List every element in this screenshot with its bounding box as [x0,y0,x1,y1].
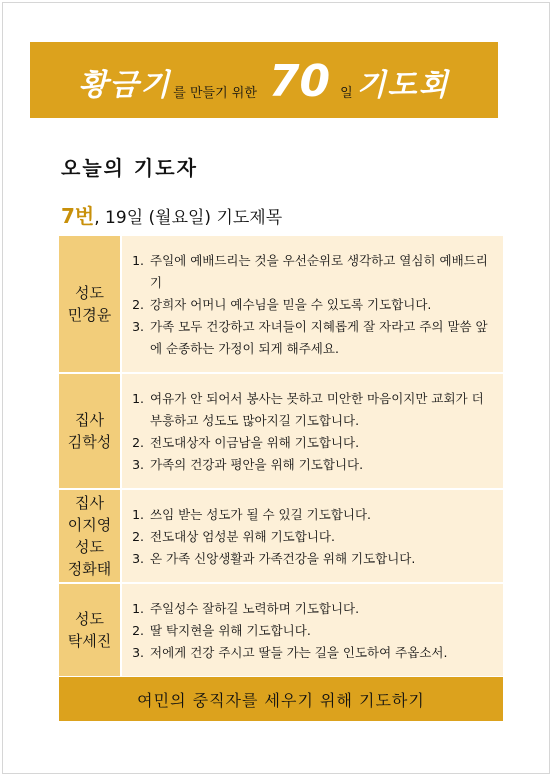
prayer-item: 2. 전도대상 엄성분 위해 기도합니다. [148,526,493,548]
prayer-name-line: 김학성 [67,433,112,451]
prayer-item: 3. 가족의 건강과 평안을 위해 기도합니다. [148,454,493,476]
footer-banner [59,677,503,721]
prayer-table [59,236,503,676]
prayer-item: 1. 여유가 안 되어서 봉사는 못하고 미안한 마음이지만 교회가 더 부흥하고 성도도 많아지길 기도합니다. [148,388,493,432]
banner-title-part2: 를 만들기 위한 [173,86,257,101]
prayer-number: 7번 [61,204,95,228]
prayer-item-list [132,504,493,570]
prayer-item: 1. 주일성수 잘하길 노력하며 기도합니다. [148,598,493,620]
prayer-row [59,372,503,488]
banner-number: 70 [268,56,331,107]
prayer-row [59,236,503,372]
prayer-item-list [132,250,493,360]
prayer-name-cell [59,236,122,372]
todays-prayer-heading: 오늘의 기도자 [61,156,198,180]
prayer-name-line: 성도 [75,284,104,302]
prayer-name-line: 성도 [75,538,104,556]
prayer-item-list [132,388,493,476]
footer-text: 여민의 중직자를 세우기 위해 기도하기 [137,690,425,710]
prayer-item: 2. 강희자 어머니 예수님을 믿을 수 있도록 기도합니다. [148,294,493,316]
title-banner [30,42,498,118]
prayer-item: 2. 전도대상자 이금남을 위해 기도합니다. [148,432,493,454]
prayer-items-cell [122,374,503,488]
prayer-name-cell [59,584,122,676]
prayer-date-text: , 19일 (월요일) 기도제목 [94,208,283,228]
prayer-item: 2. 딸 탁지현을 위해 기도합니다. [148,620,493,642]
prayer-items-cell [122,584,503,676]
prayer-item: 3. 가족 모두 건강하고 자녀들이 지혜롭게 잘 자라고 주의 말씀 앞에 순종하는 가정이 되게 해주세요. [148,316,493,360]
prayer-name-line: 탁세진 [67,632,112,650]
prayer-name-line: 집사 [75,494,104,512]
prayer-name-line: 집사 [75,411,104,429]
banner-title-part3: 일 [340,86,353,101]
prayer-name-line: 이지영 [67,516,112,534]
prayer-item: 3. 온 가족 신앙생활과 가족건강을 위해 기도합니다. [148,548,493,570]
prayer-date-heading [61,200,282,229]
prayer-items-cell [122,236,503,372]
prayer-name-cell [59,490,122,582]
prayer-row [59,488,503,582]
prayer-name-line: 정화태 [67,560,112,578]
prayer-item: 3. 저에게 건강 주시고 딸들 가는 길을 인도하여 주옵소서. [148,642,493,664]
prayer-items-cell [122,490,503,582]
banner-title-part1: 황금기 [78,68,172,103]
prayer-item: 1. 쓰임 받는 성도가 될 수 있길 기도합니다. [148,504,493,526]
prayer-item-list [132,598,493,664]
prayer-name-cell [59,374,122,488]
prayer-row [59,582,503,676]
prayer-name-line: 성도 [75,610,104,628]
prayer-item: 1. 주일에 예배드리는 것을 우선순위로 생각하고 열심히 예배드리기 [148,250,493,294]
banner-title-part4: 기도회 [356,68,450,103]
prayer-name-line: 민경윤 [67,306,112,324]
